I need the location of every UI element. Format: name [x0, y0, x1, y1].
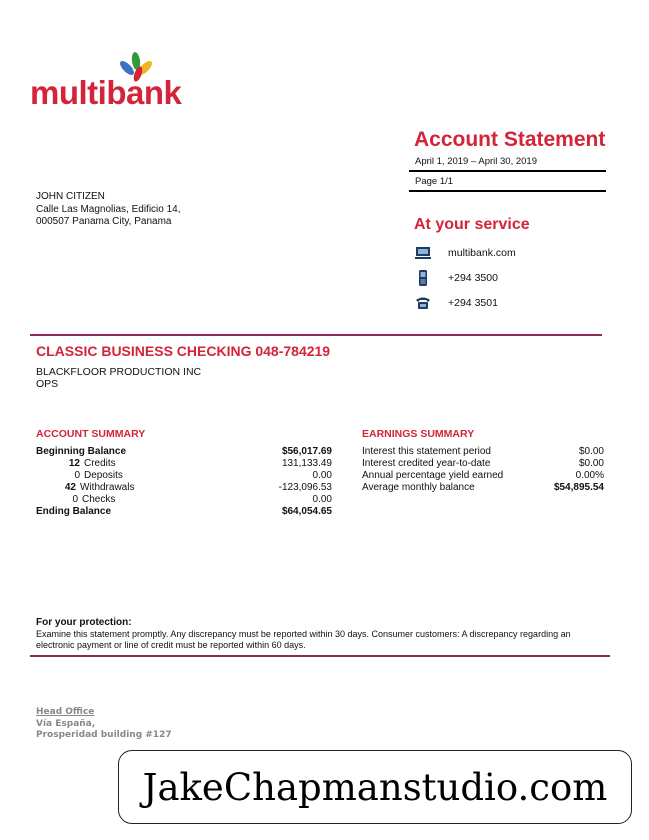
telephone-icon — [414, 295, 432, 311]
service-mobile[interactable] — [414, 270, 498, 286]
website-link[interactable]: multibank.com — [448, 247, 516, 259]
protection-text: Examine this statement promptly. Any discrepancy must be reported within 30 days. Consumer customers: A discrepancy regarding an electronic payment or line of credit must be reported within 60 days. — [36, 629, 571, 650]
earnings-summary-title: EARNINGS SUMMARY — [362, 428, 475, 440]
service-title: At your service — [414, 216, 530, 233]
phone-number[interactable]: +294 3501 — [448, 297, 498, 309]
mobile-phone-icon — [414, 270, 432, 286]
bank-logo — [30, 52, 230, 111]
head-office-line-1: Vía España, — [36, 718, 96, 729]
customer-address — [36, 191, 181, 229]
section-divider — [30, 655, 610, 657]
page-number: Page 1/1 — [415, 176, 454, 187]
service-phone[interactable] — [414, 295, 498, 311]
computer-icon — [414, 245, 432, 261]
address-line-2: 000507 Panama City, Panama — [36, 216, 172, 227]
statement-period: April 1, 2019 – April 30, 2019 — [415, 156, 538, 167]
holder-name: BLACKFLOOR PRODUCTION INC — [36, 366, 202, 378]
mobile-number[interactable]: +294 3500 — [448, 272, 498, 284]
customer-name: JOHN CITIZEN — [36, 191, 105, 202]
account-summary-title: ACCOUNT SUMMARY — [36, 428, 146, 440]
address-line-1: Calle Las Magnolias, Edificio 14, — [36, 203, 181, 215]
divider — [409, 190, 606, 192]
head-office-title: Head Office — [36, 707, 95, 717]
account-title: CLASSIC BUSINESS CHECKING 048-784219 — [36, 343, 331, 359]
service-website[interactable] — [414, 245, 516, 261]
section-divider — [30, 334, 602, 336]
statement-title: Account Statement — [414, 128, 606, 151]
brand-name: multibank — [30, 74, 182, 111]
holder-dept: OPS — [36, 378, 59, 390]
divider — [409, 170, 606, 172]
watermark: JakeChapmanstudio.com — [118, 750, 632, 824]
account-holder — [36, 366, 201, 390]
head-office-line-2: Prosperidad building #127 — [36, 730, 172, 740]
protection-title: For your protection: — [36, 617, 132, 628]
head-office — [36, 707, 172, 742]
